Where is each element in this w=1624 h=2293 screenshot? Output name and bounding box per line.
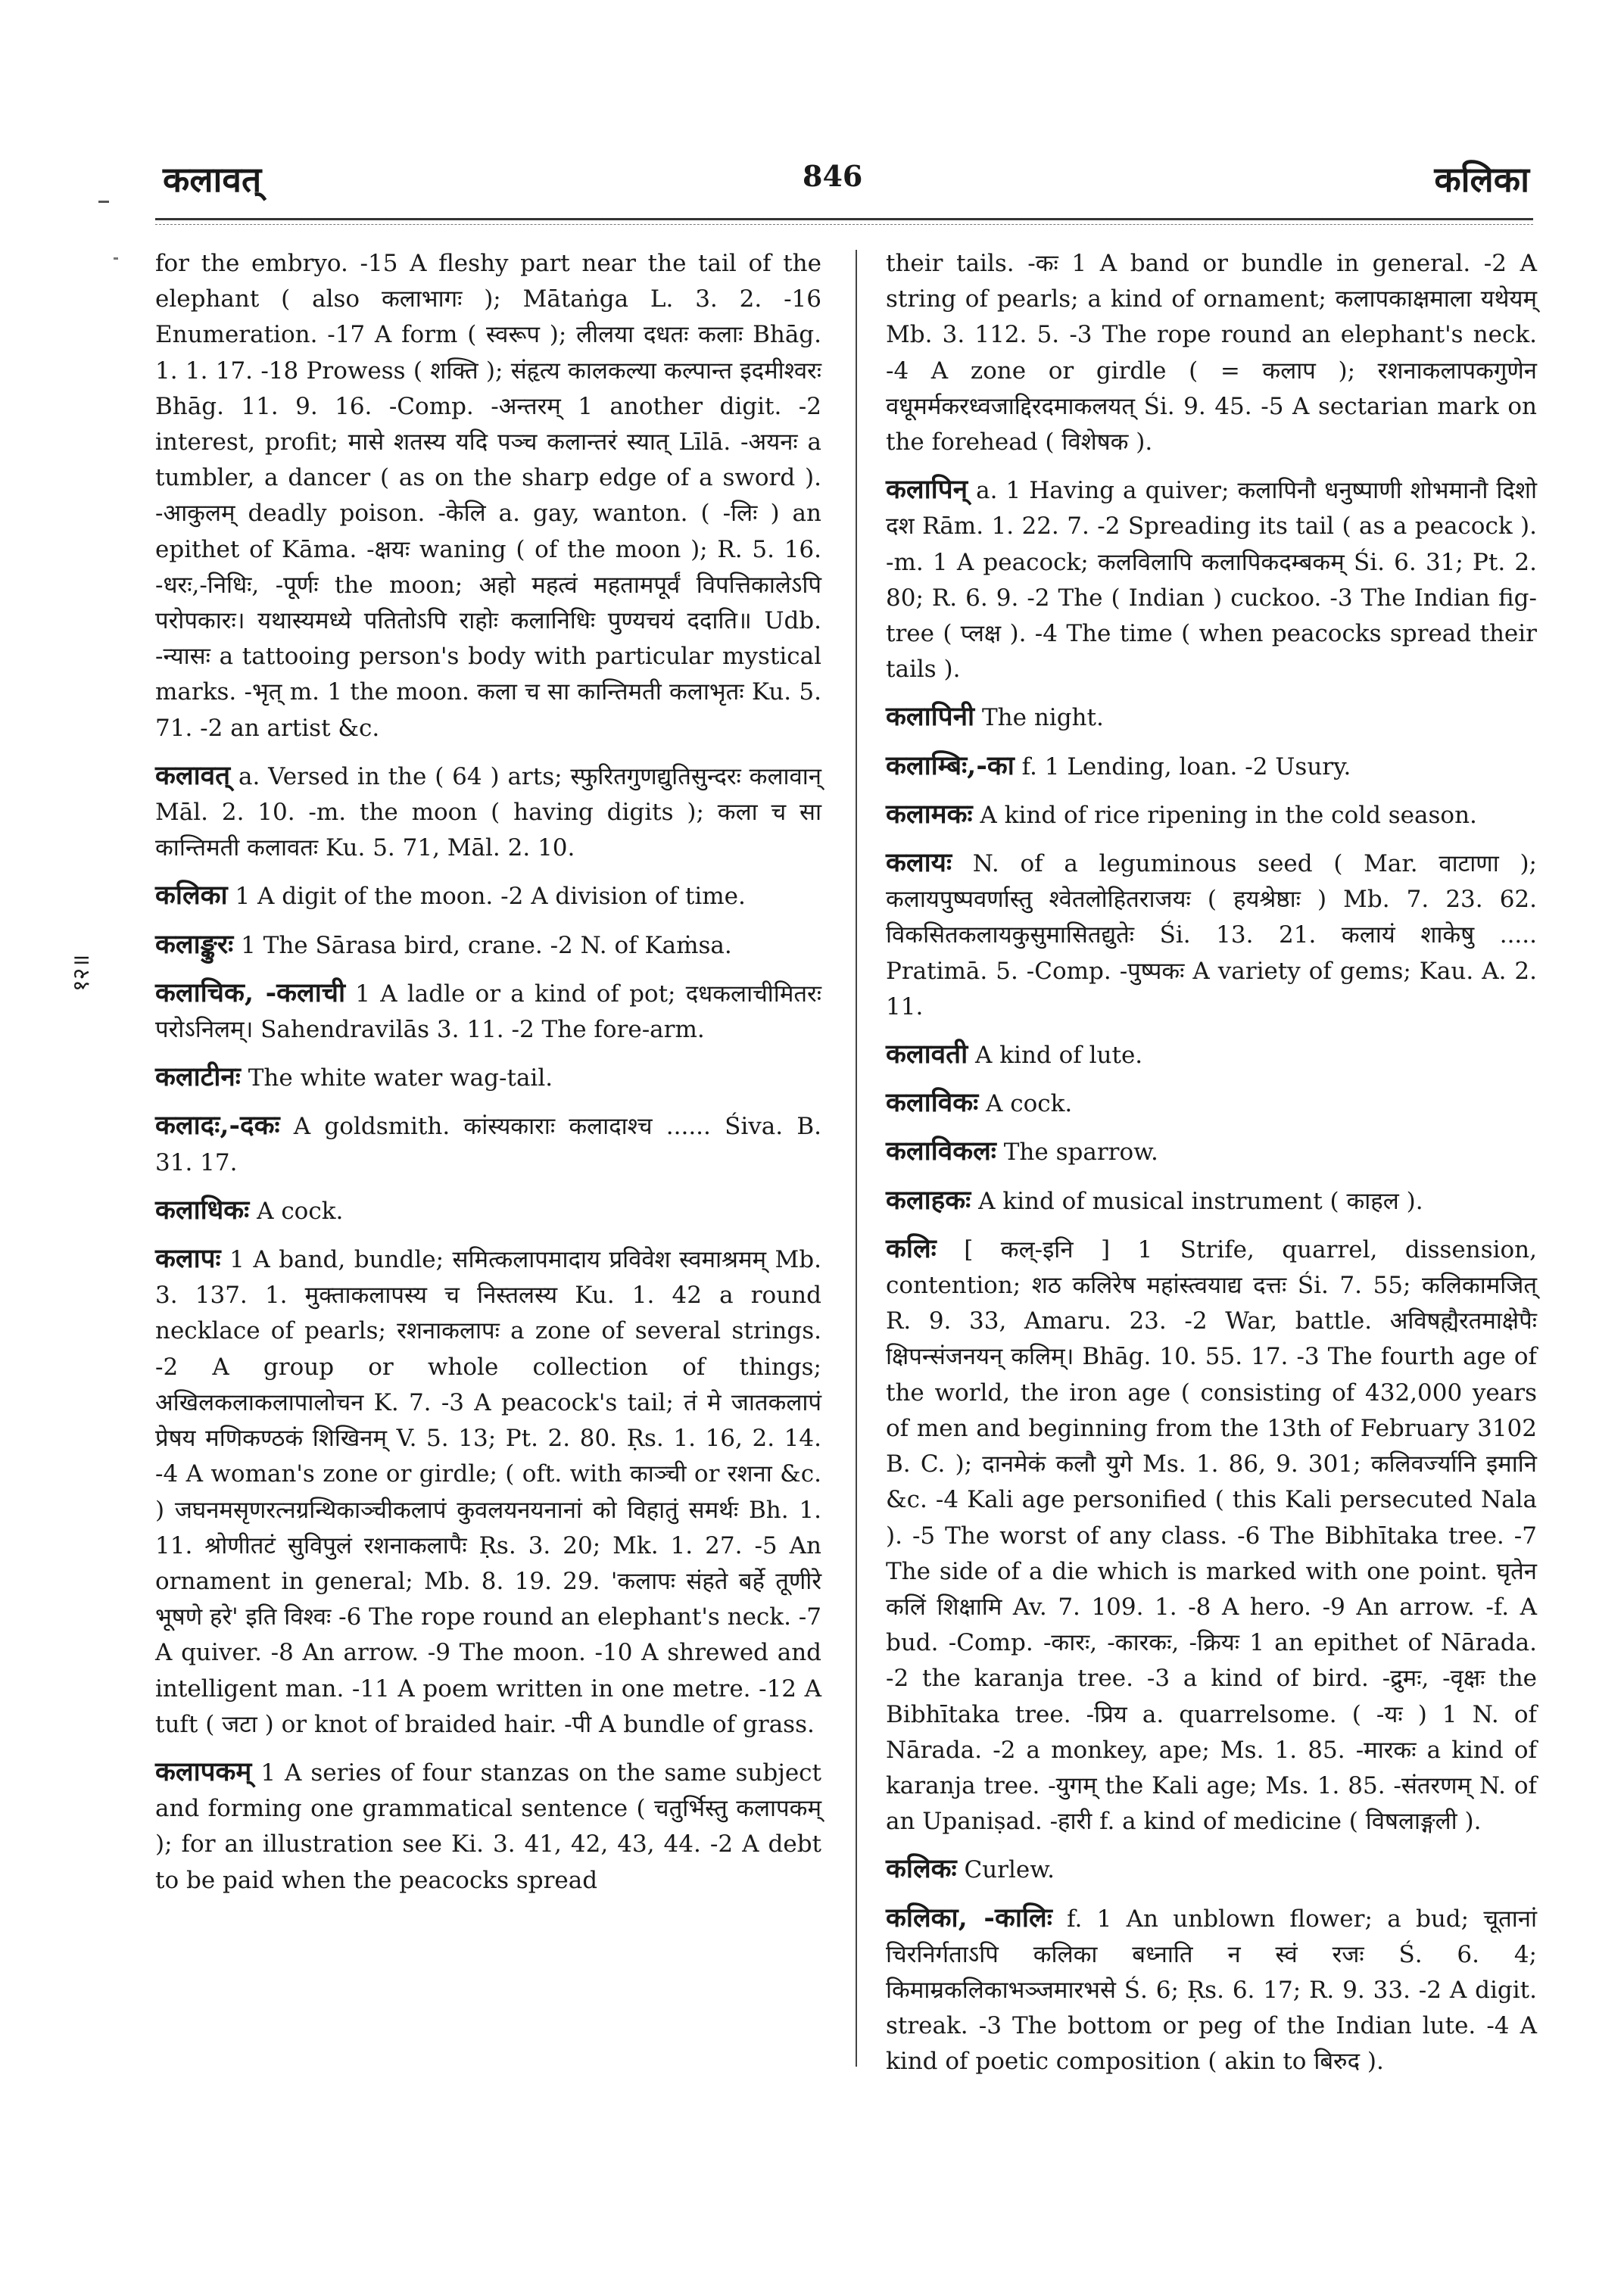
headword: कलाहकः xyxy=(886,1184,971,1216)
headword: कलापकम् xyxy=(155,1756,252,1787)
entry-text: The night. xyxy=(974,704,1104,732)
headword: कलापिन् xyxy=(886,474,968,506)
running-head-right: कलिका xyxy=(1434,159,1529,200)
entry-text: 1 A series of four stanzas on the same subject and forming one grammatical sentence ( चतुर्भिस्तु कलापकम् ); for an illustration see Ki. 3. 41, 42, 43, 44. -2 A debt to be paid when the peacocks spread xyxy=(155,1759,821,1894)
entry-text: a. 1 Having a quiver; कलापिनौ धनुष्पाणी शोभमानौ दिशो दश Rām. 1. 22. 7. -2 Spreading its tail ( as a peacock ). -m. 1 A peacock; कलविलापि कलापिकदम्बकम् Śi. 6. 31; Pt. 2. 80; R. 6. 9. -2 The ( Indian ) cuckoo. -3 The Indian fig-tree ( प्लक्ष ). -4 The time ( when peacocks spread their tails ). xyxy=(886,477,1537,684)
headword: कलिः xyxy=(886,1232,937,1264)
headword: कलावती xyxy=(886,1039,968,1070)
dictionary-entry xyxy=(155,877,821,914)
entry-text: The sparrow. xyxy=(996,1139,1158,1167)
entry-text: N. of a leguminous seed ( Mar. वाटाणा ); कलायपुष्पवर्णास्तु श्वेतलोहितराजयः ( हयश्रेष्ठाः ) Mb. 7. 23. 62. विकसितकलायकुसुमासितद्युतेः Śi. 13. 21. कलायं शाकेषु ..... Pratimā. 5. -Comp. -पुष्पकः A variety of gems; Kau. A. 2. 11. xyxy=(886,850,1537,1020)
entry-text: 1 The Sārasa bird, crane. -2 N. of Kaṁsa. xyxy=(233,931,732,959)
page-number: 846 xyxy=(803,159,863,193)
dictionary-entry xyxy=(155,246,821,746)
entry-text: A cock. xyxy=(249,1197,344,1225)
right-column xyxy=(886,246,1537,2092)
headword: कलाविकः xyxy=(886,1087,979,1119)
entry-text: The white water wag-tail. xyxy=(240,1064,553,1092)
dictionary-entry xyxy=(155,758,821,867)
entry-text: [ कल्-इनि ] 1 Strife, quarrel, dissension, contention; शठ कलिरेष महांस्त्वयाद्य दत्तः Śi. 7. 55; कलिकामजित् R. 9. 33, Amaru. 23. -2 War, battle. अविषह्यैरतमाक्षेपैः क्षिपन्संजनयन् कलिम्। Bhāg. 10. 55. 17. -3 The fourth age of the world, the iron age ( consisting of 432,000 years of men and beginning from the 13th of February 3102 B. C. ); दानमेकं कलौ युगे Ms. 1. 86, 9. 301; कलिवर्ज्यानि इमानि &c. -4 Kali age personified ( this Kali persecuted Nala ). -5 The worst of any class. -6 The Bibhītaka tree. -7 The side of a die which is marked with one point. घृतेन कलिं शिक्षामि Av. 7. 109. 1. -8 A hero. -9 An arrow. -f. A bud. -Comp. -कारः, -कारकः, -क्रियः 1 an epithet of Nārada. -2 the karanja tree. -3 a kind of bird. -द्रुमः, -वृक्षः the Bibhītaka tree. -प्रिय a. quarrelsome. ( -यः ) 1 N. of Nārada. -2 a monkey, ape; Ms. 1. 85. -मारकः a kind of karanja tree. -युगम् the Kali age; Ms. 1. 85. -संतरणम् N. of an Upaniṣad. -हारी f. a kind of medicine ( विषलाङ्गली ). xyxy=(886,1235,1537,1836)
entry-text: A goldsmith. कांस्यकाराः कलादाश्च ...... Śiva. B. 31. 17. xyxy=(155,1113,821,1176)
headword: कलायः xyxy=(886,847,952,879)
headword: कलाचिक, -कलाची xyxy=(155,977,346,1008)
headword: कलावत् xyxy=(155,759,231,791)
dictionary-entry xyxy=(155,1241,821,1743)
dictionary-entry xyxy=(886,1182,1537,1220)
dictionary-entry xyxy=(886,1900,1537,2080)
margin-tick xyxy=(114,257,118,260)
headword: कलिकः xyxy=(886,1853,957,1885)
entry-text: 1 A band, bundle; समित्कलापमादाय प्रविवेश स्वमाश्रमम् Mb. 3. 137. 1. मुक्ताकलापस्य च निस्तलस्य Ku. 1. 42 a round necklace of pearls; रशनाकलापः a zone of several strings. -2 A group or whole collection of things; अखिलकलाकलापालोचन K. 7. -3 A peacock's tail; तं मे जातकलापं प्रेषय मणिकण्ठकं शिखिनम् V. 5. 13; Pt. 2. 80. Ṛs. 1. 16, 2. 14. -4 A woman's zone or girdle; ( oft. with काञ्ची or रशना &c. ) जघनमसृणरत्नग्रन्थिकाञ्चीकलापं कुवलयनयनानां को विहातुं समर्थः Bh. 1. 11. श्रोणीतटं सुविपुलं रशनाकलापैः Ṛs. 3. 20; Mk. 1. 27. -5 An ornament in general; Mb. 8. 19. 29. 'कलापः संहते बर्हे तूणीरे भूषणे हरे' इति विश्वः -6 The rope round an elephant's neck. -7 A quiver. -8 An arrow. -9 The moon. -10 A shrewed and intelligent man. -11 A poem written in one metre. -12 A tuft ( जटा ) or knot of braided hair. -पी A bundle of grass. xyxy=(155,1246,822,1738)
headword: कलाङ्कुरः xyxy=(155,928,234,960)
dictionary-entry xyxy=(886,1036,1537,1073)
header-rule xyxy=(155,218,1533,220)
entry-text: f. 1 An unblown flower; a bud; चूतानां चिरनिर्गताऽपि कलिका बध्नाति न स्वं रजः Ś. 6. 4; किमाम्रकलिकाभञ्जमारभसे Ś. 6; Ṛs. 6. 17; R. 9. 33. -2 A digit. streak. -3 The bottom or peg of the Indian lute. -4 A kind of poetic composition ( akin to बिरुद ). xyxy=(886,1905,1538,2076)
entry-text: A kind of musical instrument ( काहल ). xyxy=(971,1187,1423,1215)
entry-text: their tails. -कः 1 A band or bundle in general. -2 A string of pearls; a kind of ornament; कलापकाक्षमाला यथेयम् Mb. 3. 112. 5. -3 The rope round an elephant's neck. -4 A zone or girdle ( = कलाप ); रशनाकलापकगुणेन वधूमर्मकरध्वजाद्दिरदमाकलयत् Śi. 9. 45. -5 A sectarian mark on the forehead ( विशेषक ). xyxy=(886,250,1537,456)
dictionary-entry xyxy=(886,472,1537,687)
dictionary-entry xyxy=(886,796,1537,833)
running-head-left: कलावत् xyxy=(163,159,262,200)
dictionary-entry xyxy=(886,1133,1537,1170)
entry-text: f. 1 Lending, loan. -2 Usury. xyxy=(1014,752,1351,780)
entry-text: 1 A ladle or a kind of pot; दधकलाचीमितरः परोऽनिलम्। Sahendravilās 3. 11. -2 The fore-arm. xyxy=(155,980,821,1044)
dictionary-entry xyxy=(155,927,821,964)
headword: कलामकः xyxy=(886,798,973,830)
dictionary-entry xyxy=(886,845,1537,1025)
margin-tick xyxy=(98,201,109,203)
dictionary-entry xyxy=(155,1059,821,1096)
dictionary-entry xyxy=(155,975,821,1048)
dictionary-entry xyxy=(886,748,1537,785)
dictionary-entry xyxy=(886,1851,1537,1888)
dictionary-entry xyxy=(886,1085,1537,1122)
headword: कलाधिकः xyxy=(155,1194,250,1226)
margin-signature: १२॥ xyxy=(68,954,95,992)
entry-text: A cock. xyxy=(978,1090,1073,1118)
headword: कलिका xyxy=(155,880,228,911)
dictionary-entry xyxy=(155,1754,821,1899)
headword: कलापिनी xyxy=(886,701,975,733)
entry-text: Curlew. xyxy=(956,1856,1055,1884)
entry-text: A kind of lute. xyxy=(968,1042,1143,1070)
headword: कलादः,-दकः xyxy=(155,1110,280,1142)
headword: कलाटीनः xyxy=(155,1061,241,1093)
dictionary-entry xyxy=(155,1192,821,1229)
headword: कलापः xyxy=(155,1243,221,1275)
headword: कलिका, -कालिः xyxy=(886,1902,1052,1933)
dictionary-entry xyxy=(886,699,1537,736)
headword: कलाविकलः xyxy=(886,1136,996,1167)
left-column xyxy=(155,246,821,1910)
header-rule-dashed xyxy=(155,224,1533,225)
entry-text: a. Versed in the ( 64 ) arts; स्फुरितगुणद्युतिसुन्दरः कलावान् Māl. 2. 10. -m. the moon ( having digits ); कला च सा कान्तिमती कलावतः Ku. 5. 71, Māl. 2. 10. xyxy=(155,762,821,862)
entry-text: for the embryo. -15 A fleshy part near the tail of the elephant ( also कलाभागः ); Mātaṅga L. 3. 2. -16 Enumeration. -17 A form ( स्वरूप ); लीलया दधतः कलाः Bhāg. 1. 1. 17. -18 Prowess ( शक्ति ); संहृत्य कालकल्या कल्पान्त इदमीश्वरः Bhāg. 11. 9. 16. -Comp. -अन्तरम् 1 another digit. -2 interest, profit; मासे शतस्य यदि पञ्च कलान्तरं स्यात् Līlā. -अयनः a tumbler, a dancer ( as on the sharp edge of a sword ). -आकुलम् deadly poison. -केलि a. gay, wanton. ( -लिः ) an epithet of Kāma. -क्षयः waning ( of the moon ); R. 5. 16. -धरः,-निधिः, -पूर्णः the moon; अहो महत्वं महतामपूर्वं विपत्तिकालेऽपि परोपकारः। यथास्यमध्ये पतितोऽपि राहोः कलानिधिः पुण्यचयं ददाति॥ Udb. -न्यासः a tattooing person's body with particular mystical marks. -भृत् m. 1 the moon. कला च सा कान्तिमती कलाभृतः Ku. 5. 71. -2 an artist &c. xyxy=(155,250,821,742)
dictionary-entry xyxy=(886,1231,1537,1840)
headword: कलाम्बिः,-का xyxy=(886,749,1015,781)
entry-text: 1 A digit of the moon. -2 A division of time. xyxy=(227,883,746,911)
column-divider xyxy=(856,250,857,2067)
dictionary-entry xyxy=(886,246,1537,460)
entry-text: A kind of rice ripening in the cold season. xyxy=(972,801,1477,829)
dictionary-entry xyxy=(155,1108,821,1180)
